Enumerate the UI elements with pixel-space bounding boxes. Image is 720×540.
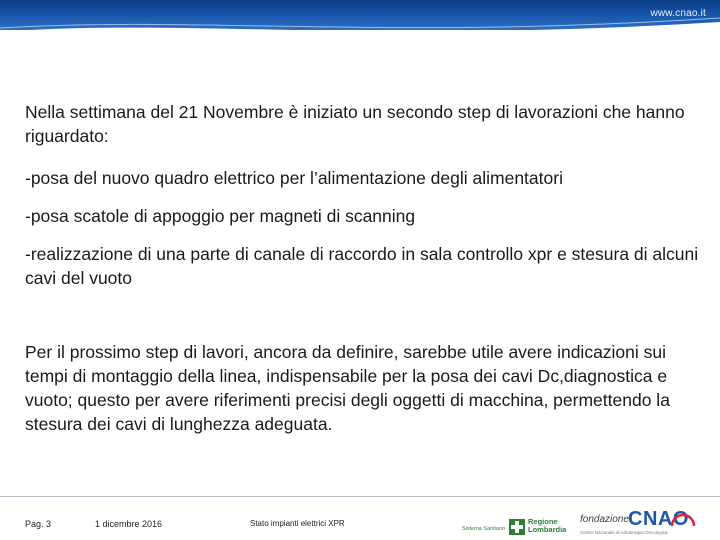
cnao-wordmark: CNAO [628,508,689,530]
bullet-item: -posa scatole di appoggio per magneti di scanning [25,206,416,226]
cnao-arc-icon [668,506,698,532]
footer-page-number: Pag. 3 [25,519,52,529]
slide-body [25,100,705,436]
sistema-sanitario-label: Sistema Sanitario [462,526,506,532]
bullet-item: -realizzazione di una parte di canale di raccordo in sala controllo xpr e stesura di alcuni cavi del vuoto [25,244,699,288]
fondazione-cnao-logo [580,508,718,538]
cnao-subtitle: Centro Nazionale di Adroterapia Oncologica [580,530,668,535]
regione-name [528,518,566,534]
footer-title: Stato impianti elettrici XPR [250,519,345,528]
footer-divider [0,496,720,497]
regione-lombardia-logo [462,515,570,537]
fondazione-label: fondazione [580,514,629,525]
header-url[interactable]: www.cnao.it [650,8,706,19]
regione-cross-icon [509,519,525,535]
intro-paragraph: Nella settimana del 21 Novembre è iniziato un secondo step di lavorazioni che hanno riguardato: [25,102,685,146]
next-steps-paragraph: Per il prossimo step di lavori, ancora da definire, sarebbe utile avere indicazioni sui tempi di montaggio della linea, indispensabile per la posa dei cavi Dc,diagnostica e vuoto; questo per avere riferimenti precisi degli oggetti di macchina, permettendo la stesura dei cavi di lunghezza adeguata. [25,342,670,434]
header-band [0,0,720,30]
footer-date: 1 dicembre 2016 [95,519,163,529]
header-wave-decoration [0,14,720,30]
regione-line: Regione [528,517,558,526]
bullet-item: -posa del nuovo quadro elettrico per l’alimentazione degli alimentatori [25,168,563,188]
lombardia-line: Lombardia [528,525,567,534]
